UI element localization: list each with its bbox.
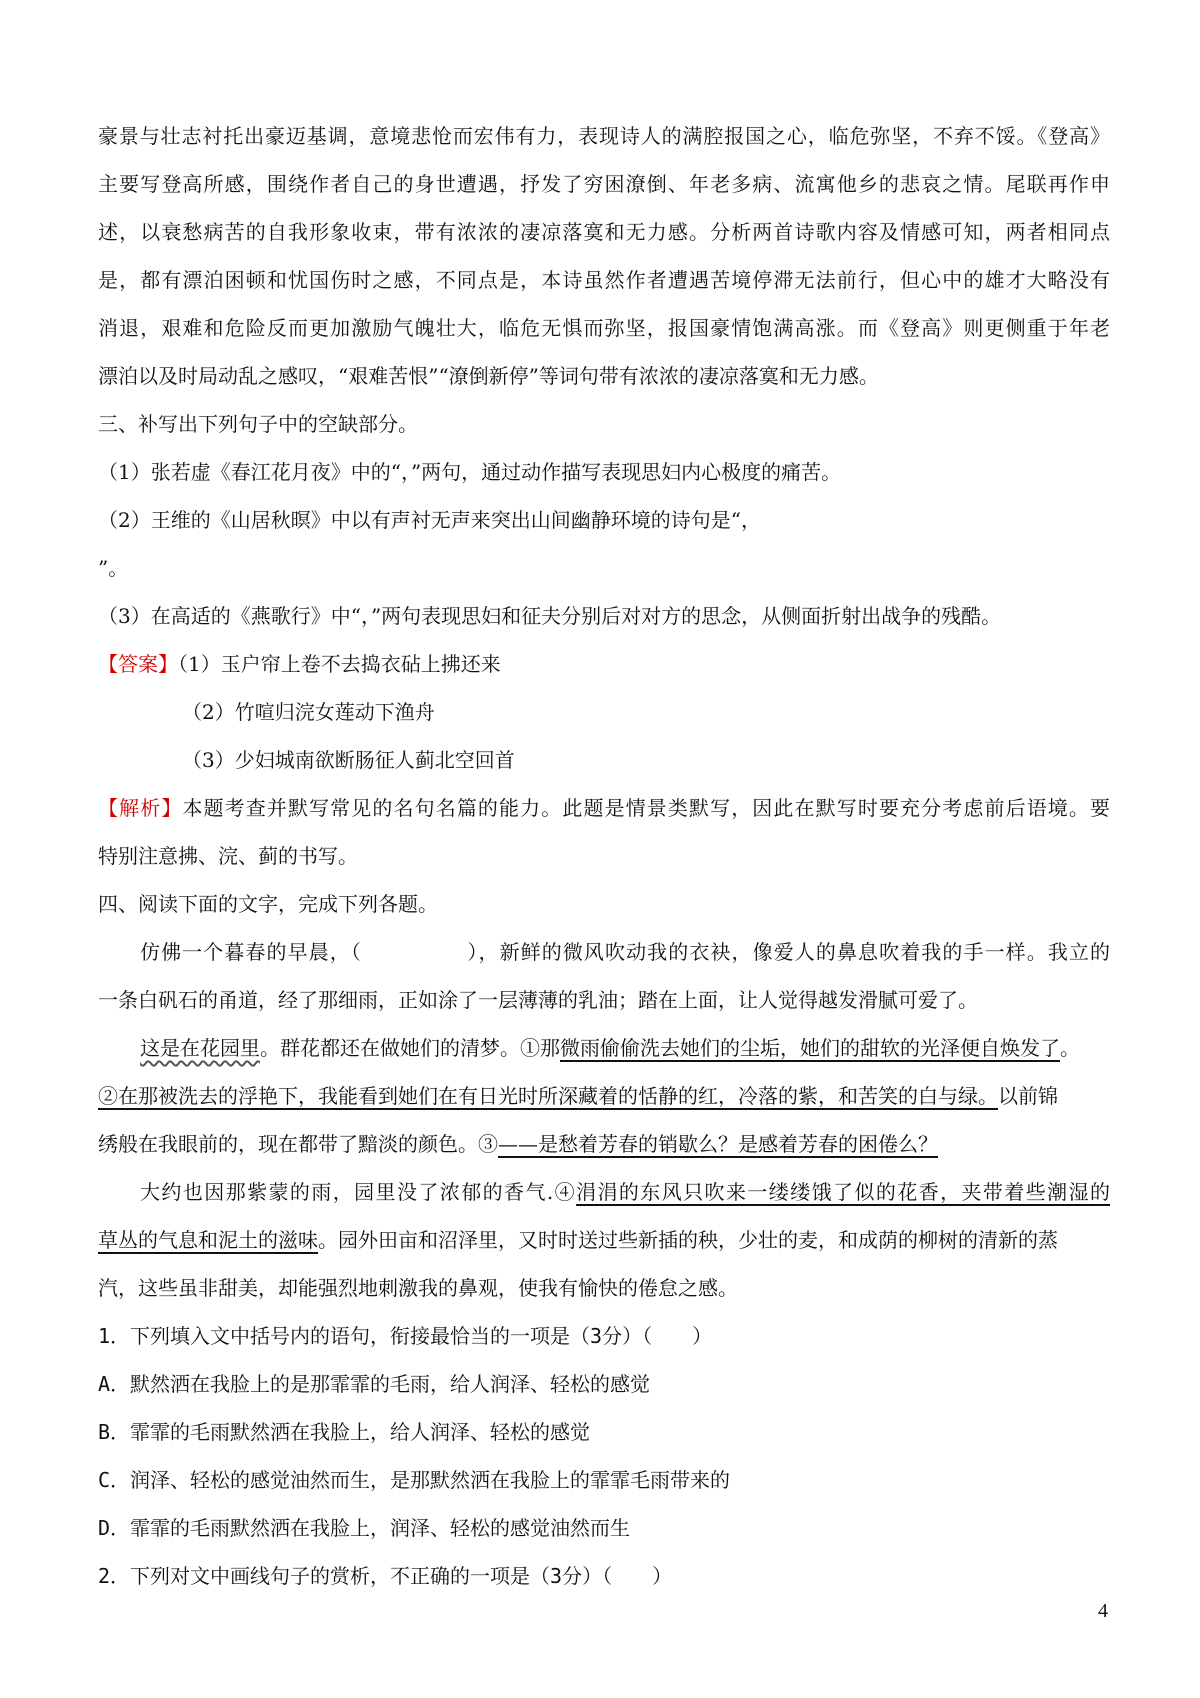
underlined-sentence-2: ②在那被洗去的浮艳下，我能看到她们在有日光时所深藏着的恬静的红，冷落的紫，和苦笑的白与绿。 [98, 1084, 998, 1108]
analysis-block [98, 784, 1110, 832]
underlined-sentence-4: 涓涓的东风只吹来一缕缕饿了似的花香，夹带着些潮湿的 [576, 1180, 1111, 1204]
passage-line: 一条白矾石的甬道，经了那细雨，正如涂了一层薄薄的乳油；踏在上面，让人觉得越发滑腻可爱了。 [98, 988, 978, 1012]
passage-text: 大约也因那紫蒙的雨，园里没了浓郁的香气.④ [140, 1180, 577, 1204]
answer-3: （3）少妇城南欲断肠征人蓟北空回首 [182, 748, 515, 772]
analysis-text-2: 特别注意拂、浣、蓟的书写。 [98, 844, 358, 868]
passage-line [98, 1024, 1110, 1072]
passage-line [98, 1072, 1110, 1120]
underlined-sentence-1: 微雨偷偷洗去她们的尘垢，她们的甜软的光泽便自焕发了 [560, 1036, 1060, 1060]
question-3: （3）在高适的《燕歌行》中“，”两句表现思妇和征夫分别后对对方的思念，从侧面折射出战争的残酷。 [98, 604, 1002, 628]
analysis-tag: 【解析】 [98, 796, 183, 820]
option-b: B．霏霏的毛雨默然洒在我脸上，给人润泽、轻松的感觉 [98, 1420, 591, 1444]
answer-2: （2）竹喧归浣女莲动下渔舟 [182, 700, 435, 724]
section-heading: 三、补写出下列句子中的空缺部分。 [98, 412, 418, 436]
passage-line: 仿佛一个暮春的早晨，（ ），新鲜的微风吹动我的衣袂，像爱人的鼻息吹着我的手一样。我立的 [140, 940, 1110, 964]
passage-text: 绣般在我眼前的，现在都带了黯淡的颜色。③ [98, 1132, 498, 1156]
text-line: 豪景与壮志衬托出豪迈基调，意境悲怆而宏伟有力，表现诗人的满腔报国之心，临危弥坚，不弃不馁。《登高》 [98, 124, 1110, 148]
question-2-line-2: ”。 [98, 556, 129, 580]
answer-1: （1）玉户帘上卷不去捣衣砧上拂还来 [178, 652, 501, 676]
passage-text: 。群花都还在做她们的清梦。①那 [260, 1036, 560, 1060]
answer-block [98, 640, 1110, 688]
option-d: D．霏霏的毛雨默然洒在我脸上，润泽、轻松的感觉油然而生 [98, 1516, 631, 1540]
passage-text: 。 [1060, 1036, 1080, 1060]
option-a: A．默然洒在我脸上的是那霏霏的毛雨，给人润泽、轻松的感觉 [98, 1372, 651, 1396]
passage-text: 以前锦 [998, 1084, 1058, 1108]
text-line: 消退，艰难和危险反而更加激励气魄壮大，临危无惧而弥坚，报国豪情饱满高涨。而《登高》则更侧重于年老 [98, 316, 1110, 340]
underlined-sentence-3: ——是愁着芳春的销歇么？是感着芳春的困倦么？ [498, 1132, 938, 1156]
text-line: 漂泊以及时局动乱之感叹，“艰难苦恨”“潦倒新停”等词句带有浓浓的凄凉落寞和无力感。 [98, 364, 879, 388]
passage-text: 。园外田亩和沼泽里，又时时送过些新插的秧，少壮的麦，和成荫的柳树的清新的蒸 [318, 1228, 1058, 1252]
question-2-line-1: （2）王维的《山居秋暝》中以有声衬无声来突出山间幽静环境的诗句是“， [98, 508, 761, 532]
option-c: C．润泽、轻松的感觉油然而生，是那默然洒在我脸上的霏霏毛雨带来的 [98, 1468, 731, 1492]
question-1: （1）张若虚《春江花月夜》中的“，”两句，通过动作描写表现思妇内心极度的痛苦。 [98, 460, 842, 484]
text-line: 述，以衰愁病苦的自我形象收束，带有浓浓的凄凉落寞和无力感。分析两首诗歌内容及情感可知，两者相同点 [98, 220, 1110, 244]
text-line: 主要写登高所感，围绕作者自己的身世遭遇，抒发了穷困潦倒、年老多病、流寓他乡的悲哀之情。尾联再作申 [98, 172, 1110, 196]
question-4-1: 1．下列填入文中括号内的语句，衔接最恰当的一项是（3分）（ ） [98, 1324, 713, 1348]
question-4-2: 2．下列对文中画线句子的赏析，不正确的一项是（3分）（ ） [98, 1564, 673, 1588]
passage-line: 汽，这些虽非甜美，却能强烈地刺激我的鼻观，使我有愉快的倦怠之感。 [98, 1276, 738, 1300]
passage-line [98, 1216, 1110, 1264]
text-line: 是，都有漂泊困顿和忧国伤时之感，不同点是，本诗虽然作者遭遇苦境停滞无法前行，但心中的雄才大略没有 [98, 268, 1110, 292]
passage-line [98, 1168, 1110, 1216]
wavy-underlined-text: 这是在花园里 [140, 1036, 260, 1060]
passage-line [98, 1120, 1110, 1168]
section-heading: 四、阅读下面的文字，完成下列各题。 [98, 892, 438, 916]
page-number: 4 [1098, 1600, 1108, 1622]
underlined-sentence-4-cont: 草丛的气息和泥土的滋味 [98, 1228, 318, 1252]
analysis-text: 本题考查并默写常见的名句名篇的能力。此题是情景类默写，因此在默写时要充分考虑前后语境。要 [182, 796, 1111, 820]
document-body [98, 112, 1110, 1600]
answer-tag: 【答案】 [98, 652, 178, 676]
